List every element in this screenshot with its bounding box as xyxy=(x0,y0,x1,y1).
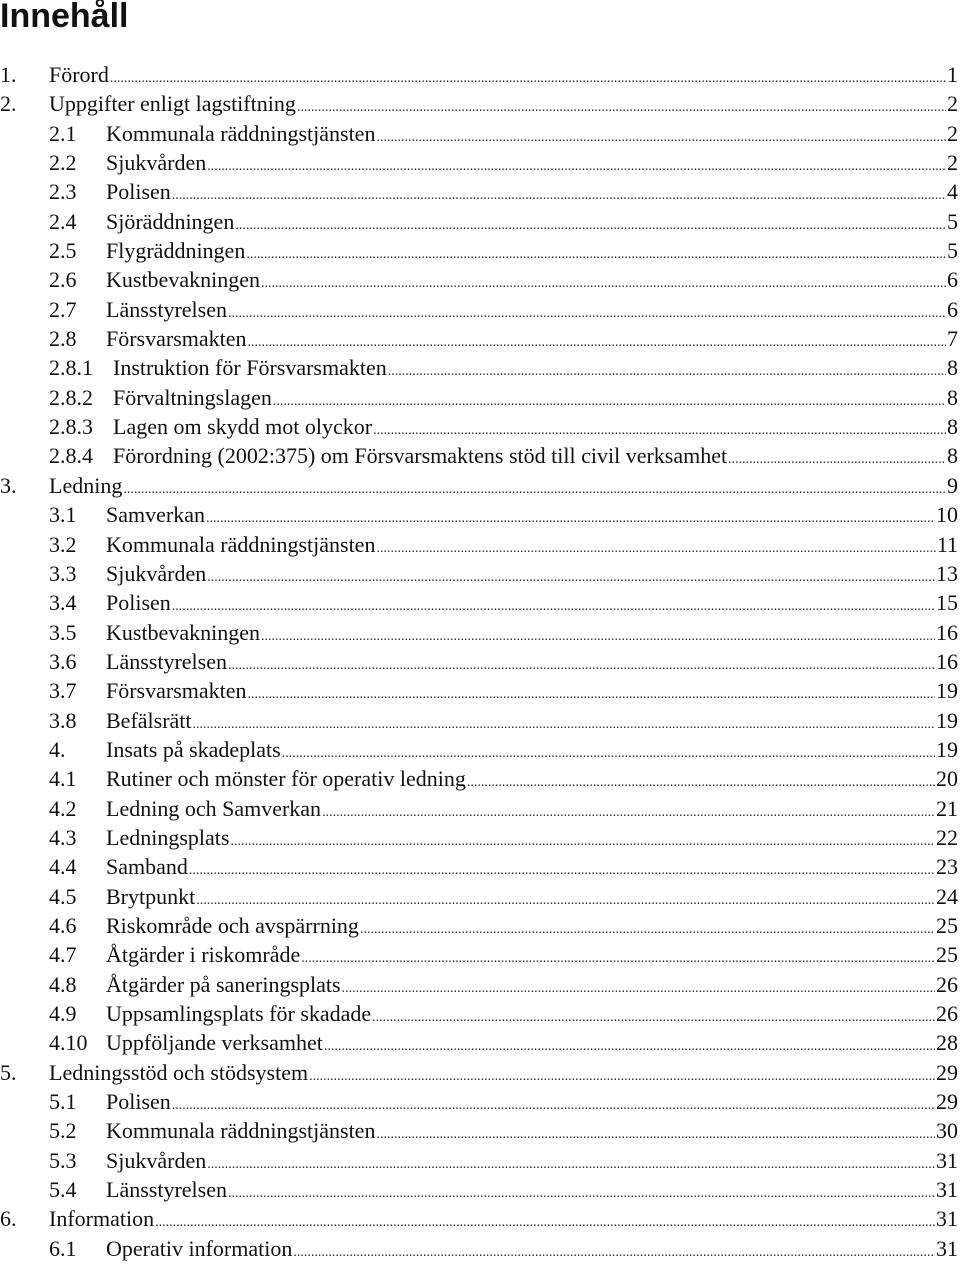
toc-entry-line xyxy=(106,500,958,533)
toc-entry-page-number: 31 xyxy=(936,1177,958,1203)
toc-entry[interactable] xyxy=(0,559,958,588)
toc-entry-label: Sjukvården xyxy=(106,1147,207,1173)
toc-entry-page-number: 19 xyxy=(936,678,958,704)
toc-entry-label: Sjukvården xyxy=(106,150,207,176)
toc-entry[interactable] xyxy=(0,999,958,1028)
toc-entry[interactable] xyxy=(0,823,958,852)
toc-entry[interactable] xyxy=(0,1146,958,1175)
toc-entry-number: 4.8 xyxy=(49,971,77,997)
toc-entry[interactable] xyxy=(0,970,958,999)
toc-entry[interactable] xyxy=(0,1087,958,1116)
toc-entry-number: 3.8 xyxy=(49,707,77,733)
toc-entry-page-number: 6 xyxy=(947,296,958,322)
toc-entry-number: 2.8.2 xyxy=(49,384,93,410)
toc-entry-page-number: 29 xyxy=(936,1089,958,1115)
toc-entry-label: Operativ information xyxy=(106,1235,293,1261)
toc-entry-page-number: 23 xyxy=(936,854,958,880)
toc-entry[interactable] xyxy=(0,148,958,177)
toc-entry-label: Polisen xyxy=(106,179,171,205)
toc-entry-number: 3. xyxy=(0,472,17,498)
toc-entry[interactable] xyxy=(0,1058,958,1087)
toc-entry-number: 1. xyxy=(0,62,17,87)
toc-entry[interactable] xyxy=(0,60,958,89)
toc-entry-page-number: 20 xyxy=(936,766,958,792)
toc-entry-line xyxy=(106,618,958,651)
toc-entry[interactable] xyxy=(0,500,958,529)
toc-entry-page-number: 10 xyxy=(936,502,958,528)
toc-entry-page-number: 9 xyxy=(947,472,958,498)
toc-entry-page-number: 2 xyxy=(947,150,958,176)
toc-entry[interactable] xyxy=(0,794,958,823)
toc-entry-number: 2.8.1 xyxy=(49,355,93,381)
toc-entry-page-number: 26 xyxy=(936,1001,958,1026)
toc-entry-label: Brytpunkt xyxy=(106,883,196,909)
toc-entry[interactable] xyxy=(0,471,958,500)
toc-entry-number: 4.6 xyxy=(49,912,77,938)
toc-entry-label: Rutiner och mönster för operativ ledning xyxy=(106,766,466,792)
toc-entry-number: 2. xyxy=(0,91,17,117)
toc-entry-label: Befälsrätt xyxy=(106,707,192,733)
toc-entry-page-number: 21 xyxy=(936,795,958,821)
toc-entry-line xyxy=(106,559,958,592)
toc-entry-line xyxy=(106,823,958,856)
toc-entry-label: Försvarsmakten xyxy=(106,326,247,352)
toc-entry-page-number: 8 xyxy=(947,384,958,410)
page-title: Innehåll xyxy=(0,0,129,35)
toc-entry-page-number: 24 xyxy=(936,883,958,909)
toc-entry-line xyxy=(49,1204,958,1237)
toc-entry-label: Förordning (2002:375) om Försvarsmaktens stöd till civil verksamhet xyxy=(113,443,728,469)
toc-entry-label: Ledning xyxy=(49,472,123,498)
toc-entry-page-number: 5 xyxy=(947,208,958,234)
toc-entry-number: 2.3 xyxy=(49,179,77,205)
toc-entry[interactable] xyxy=(0,1028,958,1057)
toc-entry-page-number: 31 xyxy=(936,1147,958,1173)
toc-entry-number: 2.8.4 xyxy=(49,443,93,469)
toc-entry-number: 4. xyxy=(49,736,66,762)
toc-entry-number: 2.8.3 xyxy=(49,414,93,440)
toc-entry-number: 2.5 xyxy=(49,238,77,264)
toc-entry-page-number: 25 xyxy=(936,942,958,968)
toc-entry[interactable] xyxy=(0,383,958,412)
toc-entry-label: Förord xyxy=(49,62,109,87)
toc-entry[interactable] xyxy=(0,119,958,148)
toc-entry-number: 3.1 xyxy=(49,502,77,528)
toc-entry-page-number: 13 xyxy=(936,560,958,586)
toc-entry-number: 4.2 xyxy=(49,795,77,821)
toc-entry-page-number: 1 xyxy=(947,62,958,87)
toc-entry[interactable] xyxy=(0,1116,958,1145)
toc-entry-page-number: 2 xyxy=(947,120,958,146)
toc-entry-page-number: 26 xyxy=(936,971,958,997)
toc-entry-line xyxy=(106,1234,958,1267)
toc-entry-number: 6.1 xyxy=(49,1235,77,1261)
toc-entry-line xyxy=(49,60,958,93)
toc-entry-line xyxy=(113,383,958,416)
toc-entry-page-number: 8 xyxy=(947,355,958,381)
toc-entry-line xyxy=(106,1087,958,1120)
toc-entry-line xyxy=(106,940,958,973)
toc-entry-label: Ledningsstöd och stödsystem xyxy=(49,1059,309,1085)
toc-entry[interactable] xyxy=(0,236,958,265)
toc-entry-label: Lagen om skydd mot olyckor xyxy=(113,414,373,440)
toc-entry-page-number: 31 xyxy=(936,1206,958,1232)
toc-entry-number: 2.2 xyxy=(49,150,77,176)
toc-entry-label: Länsstyrelsen xyxy=(106,296,227,322)
toc-entry-line xyxy=(106,265,958,298)
toc-entry-number: 3.4 xyxy=(49,590,77,616)
toc-entry-number: 5. xyxy=(0,1059,17,1085)
toc-entry-page-number: 8 xyxy=(947,443,958,469)
toc-entry-label: Sjöräddningen xyxy=(106,208,235,234)
toc-entry-page-number: 22 xyxy=(936,824,958,850)
toc-entry[interactable] xyxy=(0,265,958,294)
toc-entry-line xyxy=(106,735,958,768)
toc-entry[interactable] xyxy=(0,353,958,382)
toc-entry-number: 3.6 xyxy=(49,648,77,674)
toc-entry-label: Försvarsmakten xyxy=(106,678,247,704)
toc-entry-number: 4.10 xyxy=(49,1030,88,1056)
toc-entry-page-number: 19 xyxy=(936,707,958,733)
toc-entry-line xyxy=(106,1175,958,1208)
toc-entry-label: Uppgifter enligt lagstiftning xyxy=(49,91,296,117)
toc-entry-line xyxy=(106,1146,958,1179)
toc-entry-number: 5.4 xyxy=(49,1177,77,1203)
toc-entry-line xyxy=(106,647,958,680)
toc-entry-line xyxy=(49,89,958,122)
toc-entry-line xyxy=(106,794,958,827)
toc-entry-number: 2.6 xyxy=(49,267,77,293)
toc-entry-page-number: 25 xyxy=(936,912,958,938)
toc-entry-number: 4.5 xyxy=(49,883,77,909)
toc-entry-number: 5.1 xyxy=(49,1089,77,1115)
toc-entry-number: 4.3 xyxy=(49,824,77,850)
toc-entry-label: Kommunala räddningstjänsten xyxy=(106,531,376,557)
toc-entry-label: Kommunala räddningstjänsten xyxy=(106,120,376,146)
toc-entry-page-number: 5 xyxy=(947,238,958,264)
toc-entry-line xyxy=(106,676,958,709)
toc-entry-page-number: 28 xyxy=(936,1030,958,1056)
toc-entry-line xyxy=(106,530,958,563)
toc-entry[interactable] xyxy=(0,706,958,735)
toc-entry[interactable] xyxy=(0,911,958,940)
toc-entry-label: Kustbevakningen xyxy=(106,267,260,293)
toc-entry-line xyxy=(106,911,958,944)
toc-entry[interactable] xyxy=(0,412,958,441)
toc-entry-line xyxy=(106,852,958,885)
toc-entry-label: Sjukvården xyxy=(106,560,207,586)
toc-entry[interactable] xyxy=(0,676,958,705)
toc-entry-line xyxy=(113,412,958,445)
toc-entry-label: Flygräddningen xyxy=(106,238,246,264)
toc-entry-label: Länsstyrelsen xyxy=(106,648,227,674)
toc-entry-page-number: 6 xyxy=(947,267,958,293)
toc-entry-line xyxy=(106,999,958,1032)
toc-entry-number: 4.1 xyxy=(49,766,77,792)
toc-entry-number: 3.3 xyxy=(49,560,77,586)
toc-entry-number: 3.2 xyxy=(49,531,77,557)
toc-entry[interactable] xyxy=(0,618,958,647)
toc-entry[interactable] xyxy=(0,1234,958,1263)
toc-entry-number: 4.7 xyxy=(49,942,77,968)
toc-entry-line xyxy=(106,148,958,181)
toc-entry[interactable] xyxy=(0,735,958,764)
toc-entry[interactable] xyxy=(0,295,958,324)
toc-entry-line xyxy=(113,353,958,386)
toc-entry-label: Länsstyrelsen xyxy=(106,1177,227,1203)
toc-entry-label: Uppföljande verksamhet xyxy=(106,1030,323,1056)
toc-entry-line xyxy=(106,236,958,269)
toc-entry-label: Åtgärder på saneringsplats xyxy=(106,971,341,997)
toc-entry[interactable] xyxy=(0,1204,958,1233)
toc-entry-page-number: 29 xyxy=(936,1059,958,1085)
toc-entry-number: 2.7 xyxy=(49,296,77,322)
toc-entry-label: Kommunala räddningstjänsten xyxy=(106,1118,376,1144)
toc-entry[interactable] xyxy=(0,764,958,793)
toc-entry-line xyxy=(106,119,958,152)
toc-entry-number: 5.2 xyxy=(49,1118,77,1144)
toc-entry[interactable] xyxy=(0,1175,958,1204)
toc-entry-page-number: 30 xyxy=(936,1118,958,1144)
toc-entry-label: Åtgärder i riskområde xyxy=(106,942,301,968)
toc-entry[interactable] xyxy=(0,882,958,911)
toc-entry-line xyxy=(106,588,958,621)
toc-entry-line xyxy=(49,471,958,504)
toc-entry-label: Insats på skadeplats xyxy=(106,736,281,762)
toc-entry[interactable] xyxy=(0,852,958,881)
toc-entry-page-number: 16 xyxy=(936,619,958,645)
toc-entry-line xyxy=(106,970,958,1003)
toc-entry-label: Riskområde och avspärrning xyxy=(106,912,359,938)
toc-entry[interactable] xyxy=(0,588,958,617)
toc-entry-page-number: 11 xyxy=(936,531,958,557)
toc-entry-label: Ledningsplats xyxy=(106,824,230,850)
toc-entry-page-number: 16 xyxy=(936,648,958,674)
toc-entry-line xyxy=(106,177,958,210)
toc-entry-number: 2.4 xyxy=(49,208,77,234)
toc-entry-page-number: 2 xyxy=(947,91,958,117)
toc-entry[interactable] xyxy=(0,207,958,236)
toc-entry[interactable] xyxy=(0,441,958,470)
toc-entry-label: Polisen xyxy=(106,1089,171,1115)
toc-entry[interactable] xyxy=(0,647,958,676)
toc-entry-number: 3.7 xyxy=(49,678,77,704)
toc-entry-line xyxy=(106,764,958,797)
toc-entry-line xyxy=(49,1058,958,1091)
toc-entry-page-number: 15 xyxy=(936,590,958,616)
toc-entry-page-number: 8 xyxy=(947,414,958,440)
toc-entry-label: Instruktion för Försvarsmakten xyxy=(113,355,387,381)
toc-entry-line xyxy=(106,295,958,328)
toc-entry-page-number: 19 xyxy=(936,736,958,762)
toc-entry-label: Ledning och Samverkan xyxy=(106,795,322,821)
toc-entry[interactable] xyxy=(0,177,958,206)
toc-entry-number: 3.5 xyxy=(49,619,77,645)
toc-entry[interactable] xyxy=(0,530,958,559)
toc-entry[interactable] xyxy=(0,940,958,969)
toc-entry-number: 4.9 xyxy=(49,1001,77,1026)
toc-entry-line xyxy=(106,324,958,357)
toc-entry-label: Samverkan xyxy=(106,502,205,528)
toc-entry-line xyxy=(113,441,958,474)
toc-entry-label: Uppsamlingsplats för skadade xyxy=(106,1001,372,1026)
toc-entry-label: Kustbevakningen xyxy=(106,619,260,645)
toc-entry-label: Samband xyxy=(106,854,188,880)
toc-entry-number: 2.8 xyxy=(49,326,77,352)
toc-entry-line xyxy=(106,706,958,739)
table-of-contents xyxy=(0,60,958,1263)
toc-entry-number: 6. xyxy=(0,1206,17,1232)
toc-entry[interactable] xyxy=(0,324,958,353)
toc-entry-number: 4.4 xyxy=(49,854,77,880)
toc-entry-label: Information xyxy=(49,1206,155,1232)
toc-entry-line xyxy=(106,1028,958,1061)
toc-entry-number: 5.3 xyxy=(49,1147,77,1173)
toc-entry-page-number: 31 xyxy=(936,1235,958,1261)
toc-entry-number: 2.1 xyxy=(49,120,77,146)
toc-entry-label: Förvaltningslagen xyxy=(113,384,272,410)
toc-entry-page-number: 7 xyxy=(947,326,958,352)
toc-entry[interactable] xyxy=(0,89,958,118)
toc-entry-line xyxy=(106,882,958,915)
toc-entry-label: Polisen xyxy=(106,590,171,616)
toc-entry-page-number: 4 xyxy=(947,179,958,205)
toc-entry-line xyxy=(106,1116,958,1149)
toc-entry-line xyxy=(106,207,958,240)
dot-leader xyxy=(293,1238,935,1267)
